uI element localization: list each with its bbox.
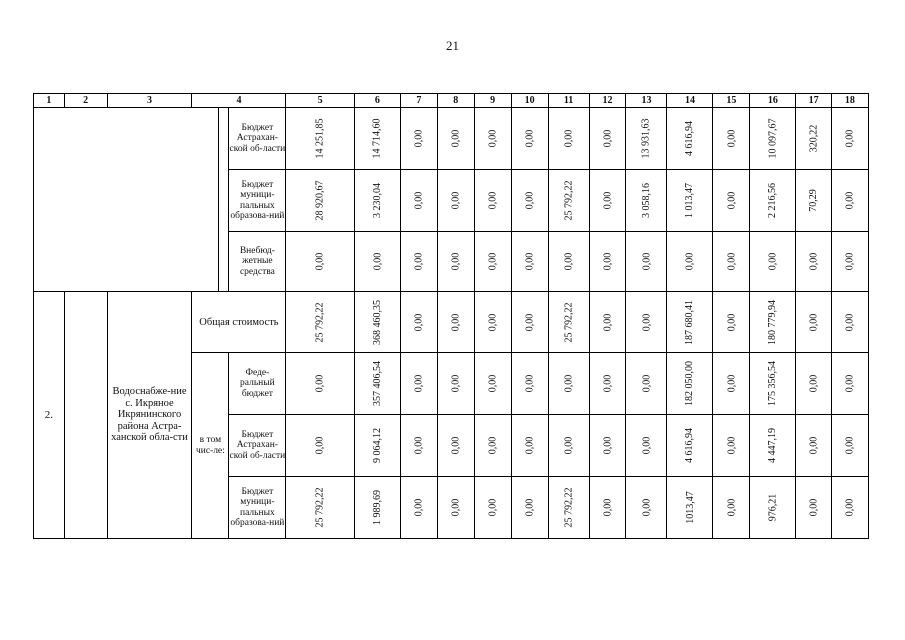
value-text: 0,00 (487, 313, 499, 331)
value-text: 0,00 (413, 498, 425, 517)
item-number: 2. (34, 292, 65, 539)
header-cell: 15 (713, 94, 750, 108)
value-text: 0,00 (808, 498, 820, 517)
value-text: 0,00 (844, 374, 856, 393)
value-cell (511, 108, 548, 170)
value-cell (511, 232, 548, 292)
value-text: 0,00 (413, 252, 425, 271)
header-cell: 7 (400, 94, 437, 108)
value-text: 0,00 (602, 252, 613, 271)
value-cell (354, 232, 400, 292)
value-text: 0,00 (640, 252, 652, 271)
value-cell (548, 232, 589, 292)
value-cell (831, 415, 868, 477)
value-cell (750, 477, 796, 539)
value-cell (626, 170, 667, 232)
value-text: 1 013,47 (684, 183, 696, 218)
value-cell (548, 477, 589, 539)
value-cell (667, 415, 713, 477)
value-cell (548, 170, 589, 232)
value-cell (750, 170, 796, 232)
value-cell (437, 415, 474, 477)
value-cell (511, 477, 548, 539)
value-cell (589, 353, 626, 415)
value-cell (589, 477, 626, 539)
table-row (34, 292, 905, 353)
value-cell (626, 108, 667, 170)
value-cell (474, 108, 511, 170)
value-text: 0,00 (725, 191, 737, 210)
budget-table (33, 93, 905, 539)
header-cell: 5 (286, 94, 354, 108)
value-cell (713, 477, 750, 539)
value-cell (286, 415, 354, 477)
value-cell (400, 108, 437, 170)
value-text: 3 058,16 (640, 183, 652, 218)
value-text: 175 356,54 (767, 361, 779, 406)
value-text: 28 920,67 (314, 180, 326, 221)
value-text: 4 616,94 (684, 121, 696, 156)
value-text: 3 230,04 (371, 183, 383, 218)
header-cell: 4 (192, 94, 286, 108)
value-text: 10 097,67 (767, 118, 779, 159)
value-text: 0,00 (844, 498, 856, 517)
header-cell: 10 (511, 94, 548, 108)
value-text: 368 460,35 (371, 299, 383, 345)
value-text: 25 792,22 (563, 180, 575, 221)
value-text: 4 447,19 (767, 428, 779, 463)
value-cell (474, 292, 511, 353)
value-text: 187 680,41 (684, 299, 696, 345)
value-cell (667, 232, 713, 292)
value-text: 4 616,94 (684, 428, 696, 463)
value-cell (354, 353, 400, 415)
value-text: 0,00 (725, 313, 737, 331)
value-text: 0,00 (413, 191, 425, 210)
value-text: 357 406,54 (371, 361, 383, 406)
value-cell (750, 415, 796, 477)
value-text: 0,00 (563, 129, 575, 148)
value-text: 0,00 (524, 129, 536, 148)
value-text: 1013,47 (684, 491, 696, 524)
funding-source: Внебюд-жетные средства (229, 232, 286, 292)
value-cell (831, 477, 868, 539)
header-cell: 16 (750, 94, 796, 108)
value-cell (437, 108, 474, 170)
value-text: 0,00 (602, 374, 613, 393)
value-text: 25 792,22 (563, 487, 575, 528)
empty-cell (218, 108, 229, 292)
header-cell: 13 (626, 94, 667, 108)
funding-source: Бюджет Астрахан-ской об-ласти (229, 415, 286, 477)
value-text: 0,00 (844, 129, 856, 148)
funding-source: Бюджет Астрахан-ской об-ласти (229, 108, 286, 170)
value-cell (713, 353, 750, 415)
value-text: 0,00 (450, 313, 462, 331)
header-cell: 18 (831, 94, 868, 108)
value-cell (548, 415, 589, 477)
value-text: 0,00 (725, 374, 737, 393)
value-cell (750, 232, 796, 292)
value-text: 9 064,12 (371, 428, 383, 463)
value-cell (713, 415, 750, 477)
value-text: 0,00 (450, 498, 462, 517)
value-cell (713, 232, 750, 292)
value-text: 0,00 (371, 252, 383, 271)
value-cell (354, 108, 400, 170)
value-cell (400, 292, 437, 353)
value-cell (474, 232, 511, 292)
header-cell: 14 (667, 94, 713, 108)
value-cell (626, 477, 667, 539)
value-cell (286, 232, 354, 292)
value-cell (286, 108, 354, 170)
value-text: 0,00 (602, 191, 613, 210)
value-text: 0,00 (524, 252, 536, 271)
value-cell (437, 292, 474, 353)
value-cell (511, 170, 548, 232)
value-cell (400, 477, 437, 539)
value-cell (286, 353, 354, 415)
value-text: 0,00 (808, 436, 820, 455)
total-cost-label: Общая стоимость (192, 292, 286, 353)
value-cell (667, 170, 713, 232)
value-cell (626, 415, 667, 477)
value-cell (437, 232, 474, 292)
value-text: 0,00 (563, 374, 575, 393)
value-text: 14 714,60 (371, 118, 383, 159)
value-text: 0,00 (563, 436, 575, 455)
value-cell (589, 415, 626, 477)
value-cell (354, 477, 400, 539)
value-text: 2 216,56 (767, 183, 779, 218)
value-text: 1 989,69 (371, 490, 383, 525)
value-text: 0,00 (314, 252, 326, 271)
value-cell (713, 170, 750, 232)
value-text: 0,00 (450, 191, 462, 210)
header-cell: 8 (437, 94, 474, 108)
value-cell (437, 170, 474, 232)
value-cell (437, 477, 474, 539)
value-text: 0,00 (808, 313, 820, 331)
value-cell (286, 170, 354, 232)
value-cell (626, 292, 667, 353)
value-text: 0,00 (413, 313, 425, 331)
value-cell (354, 415, 400, 477)
value-text: 0,00 (640, 374, 652, 393)
value-text: 0,00 (487, 436, 499, 455)
value-text: 0,00 (808, 252, 820, 271)
value-cell (400, 415, 437, 477)
header-cell: 17 (796, 94, 832, 108)
value-cell (750, 108, 796, 170)
value-cell (796, 353, 832, 415)
funding-source: Феде-ральный бюджет (229, 353, 286, 415)
value-text: 0,00 (725, 129, 737, 148)
value-text: 0,00 (487, 252, 499, 271)
value-cell (589, 170, 626, 232)
table-row (34, 108, 905, 170)
value-text: 0,00 (808, 374, 820, 393)
header-cell: 1 (34, 94, 65, 108)
value-text: 0,00 (314, 374, 326, 393)
value-cell (831, 232, 868, 292)
header-cell: 2 (64, 94, 107, 108)
value-text: 0,00 (640, 436, 652, 455)
header-cell: 6 (354, 94, 400, 108)
empty-cell (34, 108, 219, 292)
value-text: 0,00 (524, 313, 536, 331)
value-cell (831, 292, 868, 353)
value-cell (437, 353, 474, 415)
value-cell (667, 108, 713, 170)
value-text: 180 779,94 (767, 299, 779, 345)
value-text: 0,00 (413, 436, 425, 455)
value-cell (796, 108, 832, 170)
value-text: 0,00 (413, 129, 425, 148)
value-cell (589, 232, 626, 292)
value-cell (474, 353, 511, 415)
value-cell (831, 170, 868, 232)
value-cell (474, 477, 511, 539)
value-text: 0,00 (524, 436, 536, 455)
value-cell (511, 353, 548, 415)
value-cell (354, 292, 400, 353)
value-text: 0,00 (487, 374, 499, 393)
value-text: 0,00 (684, 252, 696, 271)
including-label: в том чис-ле: (192, 353, 229, 539)
value-text: 14 251,85 (314, 118, 326, 159)
value-text: 0,00 (487, 191, 499, 210)
value-text: 0,00 (725, 252, 737, 271)
value-cell (589, 108, 626, 170)
value-text: 0,00 (725, 436, 737, 455)
value-text: 0,00 (640, 498, 652, 517)
value-text: 0,00 (450, 436, 462, 455)
value-cell (713, 108, 750, 170)
value-cell (354, 170, 400, 232)
value-cell (796, 477, 832, 539)
value-text: 0,00 (844, 252, 856, 271)
value-text: 0,00 (524, 191, 536, 210)
value-text: 25 792,22 (563, 302, 575, 342)
funding-source: Бюджет муници-пальных образова-ний (229, 477, 286, 539)
value-text: 320,22 (808, 124, 820, 153)
value-text: 0,00 (602, 313, 613, 331)
value-cell (400, 353, 437, 415)
value-cell (796, 232, 832, 292)
value-text: 0,00 (602, 498, 613, 517)
value-text: 0,00 (844, 436, 856, 455)
object-name: Водоснабже-ние с. Икряное Икрянинского района Астра-ханской обла-сти (107, 292, 192, 539)
value-cell (626, 353, 667, 415)
value-cell (286, 477, 354, 539)
value-text: 70,29 (808, 189, 820, 212)
value-text: 0,00 (602, 129, 613, 148)
value-cell (286, 292, 354, 353)
value-cell (667, 292, 713, 353)
value-text: 0,00 (725, 498, 737, 517)
value-cell (589, 292, 626, 353)
value-cell (511, 415, 548, 477)
value-cell (548, 292, 589, 353)
value-text: 0,00 (844, 313, 856, 331)
value-cell (667, 477, 713, 539)
value-text: 0,00 (844, 191, 856, 210)
value-text: 0,00 (450, 374, 462, 393)
value-text: 0,00 (314, 436, 326, 455)
value-text: 0,00 (602, 436, 613, 455)
value-cell (750, 292, 796, 353)
value-text: 13 931,63 (640, 118, 652, 159)
value-cell (796, 415, 832, 477)
value-text: 182 050,00 (684, 361, 696, 406)
page-number: 21 (446, 38, 459, 53)
value-text: 976,21 (767, 493, 779, 522)
value-cell (474, 170, 511, 232)
value-cell (667, 353, 713, 415)
value-cell (713, 292, 750, 353)
header-cell: 12 (589, 94, 626, 108)
value-cell (831, 108, 868, 170)
value-cell (400, 170, 437, 232)
value-text: 0,00 (524, 374, 536, 393)
value-cell (750, 353, 796, 415)
header-cell: 11 (548, 94, 589, 108)
header-cell: 9 (474, 94, 511, 108)
value-text: 0,00 (450, 252, 462, 271)
value-text: 0,00 (640, 313, 652, 331)
value-cell (511, 292, 548, 353)
value-text: 0,00 (524, 498, 536, 517)
empty-cell (64, 292, 107, 539)
value-text: 0,00 (487, 129, 499, 148)
value-cell (796, 292, 832, 353)
header-row (34, 94, 905, 108)
funding-source: Бюджет муници-пальных образова-ний (229, 170, 286, 232)
value-text: 0,00 (767, 252, 779, 271)
value-cell (831, 353, 868, 415)
value-cell (626, 232, 667, 292)
value-cell (400, 232, 437, 292)
value-cell (548, 108, 589, 170)
value-cell (796, 170, 832, 232)
value-text: 25 792,22 (314, 302, 326, 342)
value-text: 25 792,22 (314, 487, 326, 528)
value-text: 0,00 (450, 129, 462, 148)
header-cell: 3 (107, 94, 192, 108)
value-text: 0,00 (487, 498, 499, 517)
value-text: 0,00 (413, 374, 425, 393)
value-cell (474, 415, 511, 477)
value-cell (548, 353, 589, 415)
value-text: 0,00 (563, 252, 575, 271)
